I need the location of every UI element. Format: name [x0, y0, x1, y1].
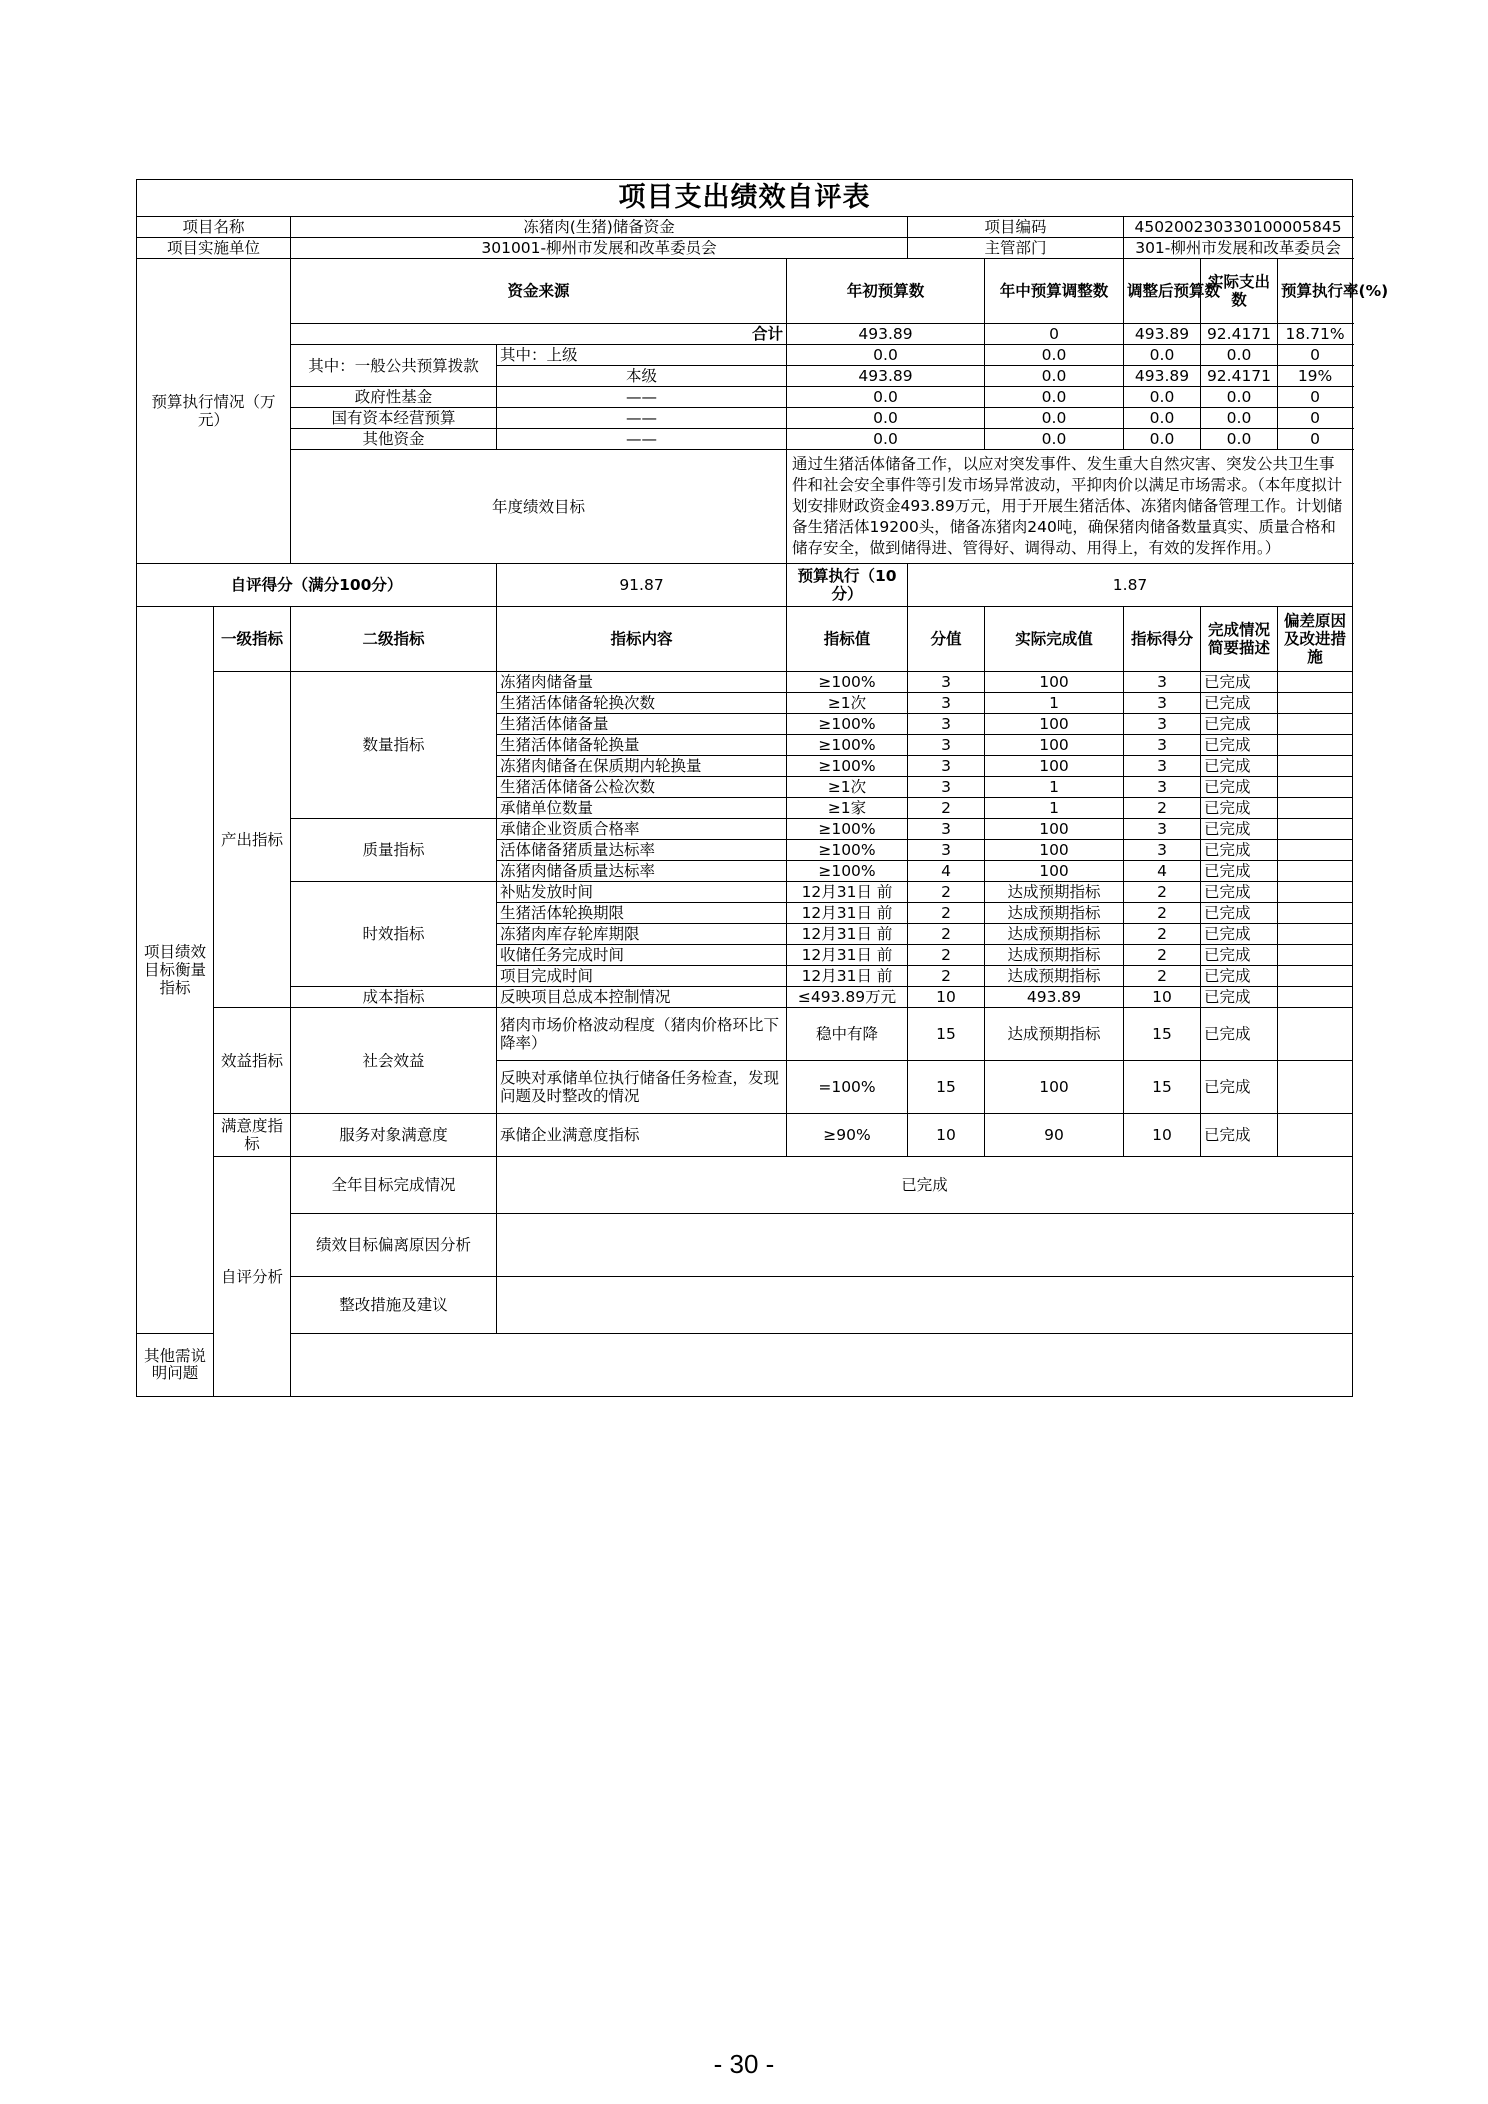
indicator-target: 12月31日 前: [787, 882, 908, 903]
fund-rate: 0: [1278, 387, 1353, 408]
weight-header: 分值: [908, 607, 985, 672]
indicator-score: 3: [1124, 819, 1201, 840]
actual-header: 实际完成值: [985, 607, 1124, 672]
indicator-weight: 3: [908, 735, 985, 756]
indicator-weight: 2: [908, 966, 985, 987]
fund-source-dash: ——: [497, 408, 787, 429]
fund-mid: 0.0: [985, 408, 1124, 429]
indicator-actual: 100: [985, 735, 1124, 756]
total-actual: 92.4171: [1201, 324, 1278, 345]
indicator-desc: 已完成: [1201, 1114, 1278, 1157]
indicator-actual: 达成预期指标: [985, 945, 1124, 966]
indicator-target: 12月31日 前: [787, 924, 908, 945]
fund-rate: 0: [1278, 429, 1353, 450]
indicator-desc: 已完成: [1201, 798, 1278, 819]
fund-actual: 0.0: [1201, 429, 1278, 450]
indicator-weight: 10: [908, 987, 985, 1008]
fund-rate: 0: [1278, 408, 1353, 429]
indicator-weight: 2: [908, 798, 985, 819]
indicator-reason: [1278, 756, 1353, 777]
indicator-content: 冻猪肉储备量: [497, 672, 787, 693]
indicator-content: 反映项目总成本控制情况: [497, 987, 787, 1008]
indicator-weight: 3: [908, 777, 985, 798]
indicator-score: 3: [1124, 777, 1201, 798]
indicator-weight: 3: [908, 672, 985, 693]
indicator-desc: 已完成: [1201, 1008, 1278, 1061]
social-benefit-label: 社会效益: [291, 1008, 497, 1114]
fund-mid: 0.0: [985, 429, 1124, 450]
indicator-target: 12月31日 前: [787, 945, 908, 966]
fund-actual: 0.0: [1201, 387, 1278, 408]
fund-initial: 0.0: [787, 387, 985, 408]
indicator-content: 项目完成时间: [497, 966, 787, 987]
indicator-score: 2: [1124, 924, 1201, 945]
indicator-weight: 3: [908, 693, 985, 714]
satisfaction-indicator-label: 满意度指标: [214, 1114, 291, 1157]
indicator-target: 12月31日 前: [787, 903, 908, 924]
indicator-desc: 已完成: [1201, 987, 1278, 1008]
quantity-indicator-label: 数量指标: [291, 672, 497, 819]
indicator-target: ≥100%: [787, 672, 908, 693]
indicator-actual: 90: [985, 1114, 1124, 1157]
exec-rate-header: 预算执行率(%): [1278, 259, 1353, 324]
indicator-content: 承储企业满意度指标: [497, 1114, 787, 1157]
indicator-reason: [1278, 987, 1353, 1008]
indicator-actual: 达成预期指标: [985, 903, 1124, 924]
fund-initial: 0.0: [787, 408, 985, 429]
indicator-target: ≥1次: [787, 777, 908, 798]
indicator-score: 10: [1124, 987, 1201, 1008]
indicator-weight: 4: [908, 861, 985, 882]
indicator-content: 冻猪肉储备在保质期内轮换量: [497, 756, 787, 777]
indicator-actual: 100: [985, 714, 1124, 735]
fund-source-dash: ——: [497, 429, 787, 450]
project-code-value: 450200230330100005845: [1124, 217, 1353, 238]
indicator-reason: [1278, 1008, 1353, 1061]
indicator-weight: 10: [908, 1114, 985, 1157]
indicator-weight: 3: [908, 840, 985, 861]
fund-adjusted: 0.0: [1124, 408, 1201, 429]
indicator-actual: 达成预期指标: [985, 966, 1124, 987]
budget-exec-score-value: 1.87: [908, 564, 1353, 607]
indicator-desc: 已完成: [1201, 966, 1278, 987]
indicator-desc: 已完成: [1201, 819, 1278, 840]
self-score-value: 91.87: [497, 564, 787, 607]
upper-initial: 0.0: [787, 345, 985, 366]
indicator-content: 收储任务完成时间: [497, 945, 787, 966]
indicator-desc: 已完成: [1201, 714, 1278, 735]
indicator-reason: [1278, 903, 1353, 924]
local-actual: 92.4171: [1201, 366, 1278, 387]
indicator-content: 反映对承储单位执行储备任务检查，发现问题及时整改的情况: [497, 1061, 787, 1114]
indicator-weight: 2: [908, 882, 985, 903]
indicator-actual: 100: [985, 672, 1124, 693]
score-header: 指标得分: [1124, 607, 1201, 672]
indicator-actual: 100: [985, 1061, 1124, 1114]
indicator-desc: 已完成: [1201, 735, 1278, 756]
fund-actual: 0.0: [1201, 408, 1278, 429]
analysis-item-label: 其他需说明问题: [137, 1334, 214, 1397]
indicator-content: 补贴发放时间: [497, 882, 787, 903]
indicator-target: ≥100%: [787, 819, 908, 840]
initial-budget-header: 年初预算数: [787, 259, 985, 324]
self-score-label: 自评得分（满分100分）: [137, 564, 497, 607]
indicator-weight: 2: [908, 945, 985, 966]
indicator-content: 生猪活体轮换期限: [497, 903, 787, 924]
indicator-content: 承储单位数量: [497, 798, 787, 819]
analysis-item-value: 已完成: [497, 1157, 1353, 1214]
quality-indicator-label: 质量指标: [291, 819, 497, 882]
total-mid: 0: [985, 324, 1124, 345]
dept-label: 主管部门: [908, 238, 1124, 259]
indicator-actual: 达成预期指标: [985, 924, 1124, 945]
project-name-label: 项目名称: [137, 217, 291, 238]
dept-value: 301-柳州市发展和改革委员会: [1124, 238, 1353, 259]
desc-header: 完成情况简要描述: [1201, 607, 1278, 672]
indicator-desc: 已完成: [1201, 924, 1278, 945]
fund-source-label: 政府性基金: [291, 387, 497, 408]
total-label: 合计: [291, 324, 787, 345]
indicator-content: 生猪活体储备量: [497, 714, 787, 735]
indicator-content: 活体储备猪质量达标率: [497, 840, 787, 861]
source-header: 资金来源: [291, 259, 787, 324]
indicator-content: 冻猪肉储备质量达标率: [497, 861, 787, 882]
indicator-actual: 100: [985, 819, 1124, 840]
indicator-actual: 1: [985, 693, 1124, 714]
indicator-target: 稳中有降: [787, 1008, 908, 1061]
indicator-actual: 达成预期指标: [985, 882, 1124, 903]
indicator-target: ≥100%: [787, 861, 908, 882]
target-header: 指标值: [787, 607, 908, 672]
indicators-section-label: 项目绩效目标衡量指标: [137, 607, 214, 1334]
upper-label: 其中：上级: [497, 345, 787, 366]
indicator-reason: [1278, 924, 1353, 945]
indicator-score: 3: [1124, 735, 1201, 756]
indicator-reason: [1278, 945, 1353, 966]
indicator-score: 2: [1124, 966, 1201, 987]
indicator-score: 15: [1124, 1061, 1201, 1114]
indicator-score: 15: [1124, 1008, 1201, 1061]
indicator-actual: 1: [985, 777, 1124, 798]
indicator-score: 10: [1124, 1114, 1201, 1157]
indicator-reason: [1278, 966, 1353, 987]
indicator-actual: 100: [985, 861, 1124, 882]
page-number: - 30 -: [713, 2049, 775, 2079]
budget-section-label: 预算执行情况（万元）: [137, 259, 291, 564]
local-label: 本级: [497, 366, 787, 387]
indicator-reason: [1278, 735, 1353, 756]
total-rate: 18.71%: [1278, 324, 1353, 345]
analysis-item-label: 绩效目标偏离原因分析: [291, 1214, 497, 1277]
indicator-desc: 已完成: [1201, 1061, 1278, 1114]
indicator-actual: 1: [985, 798, 1124, 819]
indicator-score: 3: [1124, 714, 1201, 735]
indicator-target: 12月31日 前: [787, 966, 908, 987]
indicator-target: ≥100%: [787, 714, 908, 735]
annual-goal-label: 年度绩效目标: [291, 450, 787, 564]
indicator-content: 承储企业资质合格率: [497, 819, 787, 840]
upper-mid: 0.0: [985, 345, 1124, 366]
indicator-content: 冻猪肉库存轮库期限: [497, 924, 787, 945]
indicator-content: 猪肉市场价格波动程度（猪肉价格环比下降率）: [497, 1008, 787, 1061]
fund-adjusted: 0.0: [1124, 387, 1201, 408]
indicator-score: 2: [1124, 798, 1201, 819]
content-header: 指标内容: [497, 607, 787, 672]
output-indicator-label: 产出指标: [214, 672, 291, 1008]
indicator-actual: 100: [985, 756, 1124, 777]
analysis-item-value: [497, 1277, 1353, 1334]
indicator-content: 生猪活体储备轮换次数: [497, 693, 787, 714]
budget-exec-score-label: 预算执行（10分）: [787, 564, 908, 607]
indicator-target: ≥100%: [787, 840, 908, 861]
total-adjusted: 493.89: [1124, 324, 1201, 345]
indicator-reason: [1278, 1061, 1353, 1114]
indicator-weight: 2: [908, 924, 985, 945]
indicator-target: ≥100%: [787, 756, 908, 777]
indicator-actual: 493.89: [985, 987, 1124, 1008]
local-initial: 493.89: [787, 366, 985, 387]
analysis-item-value: [497, 1214, 1353, 1277]
cost-indicator-label: 成本指标: [291, 987, 497, 1008]
indicator-reason: [1278, 840, 1353, 861]
indicator-reason: [1278, 693, 1353, 714]
indicator-desc: 已完成: [1201, 756, 1278, 777]
indicator-weight: 3: [908, 714, 985, 735]
unit-label: 项目实施单位: [137, 238, 291, 259]
indicator-score: 3: [1124, 693, 1201, 714]
indicator-reason: [1278, 861, 1353, 882]
indicator-weight: 2: [908, 903, 985, 924]
indicator-score: 2: [1124, 903, 1201, 924]
general-budget-label: 其中：一般公共预算拨款: [291, 345, 497, 387]
indicator-desc: 已完成: [1201, 672, 1278, 693]
indicator-weight: 3: [908, 756, 985, 777]
time-indicator-label: 时效指标: [291, 882, 497, 987]
analysis-item-label: 整改措施及建议: [291, 1277, 497, 1334]
level1-header: 一级指标: [214, 607, 291, 672]
indicator-content: 生猪活体储备轮换量: [497, 735, 787, 756]
table-title: 项目支出绩效自评表: [137, 180, 1353, 217]
upper-rate: 0: [1278, 345, 1353, 366]
indicator-actual: 达成预期指标: [985, 1008, 1124, 1061]
local-adjusted: 493.89: [1124, 366, 1201, 387]
indicator-reason: [1278, 1114, 1353, 1157]
indicator-content: 生猪活体储备公检次数: [497, 777, 787, 798]
indicator-desc: 已完成: [1201, 777, 1278, 798]
project-code-label: 项目编码: [908, 217, 1124, 238]
unit-value: 301001-柳州市发展和改革委员会: [291, 238, 908, 259]
indicator-reason: [1278, 672, 1353, 693]
local-mid: 0.0: [985, 366, 1124, 387]
fund-source-dash: ——: [497, 387, 787, 408]
fund-mid: 0.0: [985, 387, 1124, 408]
indicator-score: 2: [1124, 882, 1201, 903]
indicator-desc: 已完成: [1201, 882, 1278, 903]
fund-source-label: 其他资金: [291, 429, 497, 450]
service-satisfaction-label: 服务对象满意度: [291, 1114, 497, 1157]
indicator-desc: 已完成: [1201, 840, 1278, 861]
indicator-reason: [1278, 777, 1353, 798]
indicator-reason: [1278, 798, 1353, 819]
fund-source-label: 国有资本经营预算: [291, 408, 497, 429]
actual-spend-header: 实际支出数: [1201, 259, 1278, 324]
indicator-desc: 已完成: [1201, 861, 1278, 882]
indicator-score: 2: [1124, 945, 1201, 966]
fund-adjusted: 0.0: [1124, 429, 1201, 450]
indicator-target: ≥1次: [787, 693, 908, 714]
indicator-target: ≤493.89万元: [787, 987, 908, 1008]
indicator-reason: [1278, 819, 1353, 840]
indicator-actual: 100: [985, 840, 1124, 861]
adjusted-budget-header: 调整后预算数: [1124, 259, 1201, 324]
indicator-score: 3: [1124, 840, 1201, 861]
performance-evaluation-table: [136, 179, 1389, 1397]
indicator-weight: 3: [908, 819, 985, 840]
indicator-score: 4: [1124, 861, 1201, 882]
indicator-desc: 已完成: [1201, 945, 1278, 966]
reason-header: 偏差原因及改进措施: [1278, 607, 1353, 672]
indicator-target: =100%: [787, 1061, 908, 1114]
upper-adjusted: 0.0: [1124, 345, 1201, 366]
indicator-target: ≥1家: [787, 798, 908, 819]
indicator-score: 3: [1124, 756, 1201, 777]
upper-actual: 0.0: [1201, 345, 1278, 366]
local-rate: 19%: [1278, 366, 1353, 387]
analysis-item-value: [291, 1334, 1353, 1397]
indicator-target: ≥90%: [787, 1114, 908, 1157]
fund-initial: 0.0: [787, 429, 985, 450]
indicator-desc: 已完成: [1201, 693, 1278, 714]
project-name-value: 冻猪肉(生猪)储备资金: [291, 217, 908, 238]
annual-goal-text: 通过生猪活体储备工作，以应对突发事件、发生重大自然灾害、突发公共卫生事件和社会安全事件等引发市场异常波动，平抑肉价以满足市场需求。（本年度拟计划安排财政资金493.89万元，用于开展生猪活体、冻猪肉储备管理工作。计划储备生猪活体19200头，储备冻猪肉240吨，确保猪肉储备数量真实、质量合格和储存安全，做到储得进、管得好、调得动、用得上，有效的发挥作用。）: [787, 450, 1353, 564]
indicator-target: ≥100%: [787, 735, 908, 756]
indicator-weight: 15: [908, 1008, 985, 1061]
level2-header: 二级指标: [291, 607, 497, 672]
indicator-score: 3: [1124, 672, 1201, 693]
indicator-desc: 已完成: [1201, 903, 1278, 924]
mid-adjust-header: 年中预算调整数: [985, 259, 1124, 324]
indicator-reason: [1278, 714, 1353, 735]
indicator-weight: 15: [908, 1061, 985, 1114]
benefit-indicator-label: 效益指标: [214, 1008, 291, 1114]
self-analysis-label: 自评分析: [214, 1157, 291, 1397]
total-initial: 493.89: [787, 324, 985, 345]
indicator-reason: [1278, 882, 1353, 903]
analysis-item-label: 全年目标完成情况: [291, 1157, 497, 1214]
